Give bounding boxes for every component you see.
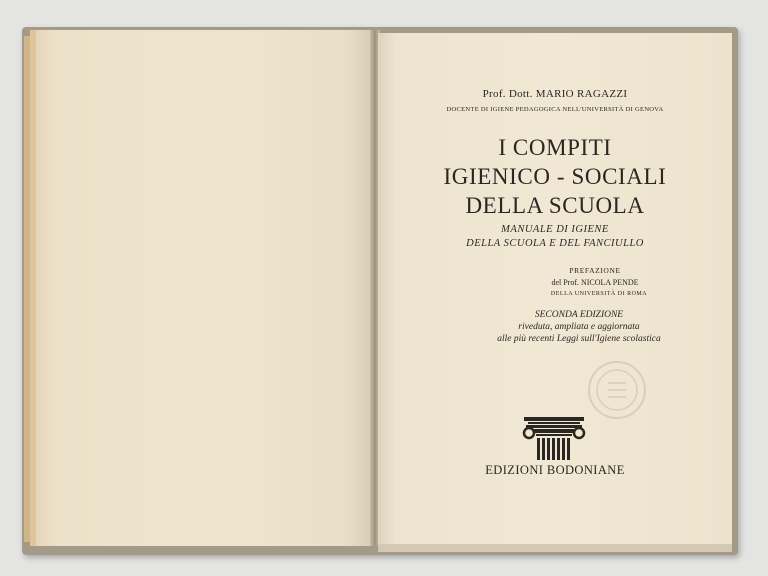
book-subtitle bbox=[378, 223, 732, 251]
author-position: DOCENTE DI IGIENE PEDAGOGICA NELL'UNIVERSITÀ DI GENOVA bbox=[446, 106, 664, 113]
subtitle-line: MANUALE DI IGIENE bbox=[501, 224, 609, 235]
preface-university: DELLA UNIVERSITÀ DI ROMA bbox=[550, 291, 648, 297]
preface-author: del Prof. NICOLA PENDE bbox=[551, 278, 639, 287]
publisher-name: EDIZIONI BODONIANE bbox=[485, 463, 625, 477]
left-page bbox=[30, 30, 374, 546]
preface-label: PREFAZIONE bbox=[569, 266, 621, 275]
title-line: IGIENICO - SOCIALI bbox=[443, 164, 667, 189]
edition-line: alle più recenti Leggi sull'Igiene scolastica bbox=[497, 334, 661, 344]
title-page bbox=[378, 33, 732, 546]
subtitle-line: DELLA SCUOLA E DEL FANCIULLO bbox=[466, 238, 644, 249]
book-title bbox=[378, 133, 732, 220]
title-line: DELLA SCUOLA bbox=[465, 193, 645, 218]
library-stamp-icon bbox=[586, 359, 648, 421]
author-name: Prof. Dott. MARIO RAGAZZI bbox=[482, 88, 628, 100]
edition-line: SECONDA EDIZIONE bbox=[534, 310, 624, 320]
title-line: I COMPITI bbox=[498, 135, 612, 160]
edition-line: riveduta, ampliata e aggiornata bbox=[518, 322, 640, 332]
page-stack-edge bbox=[378, 544, 732, 552]
edition-info bbox=[402, 309, 756, 345]
ionic-column-capital-icon bbox=[520, 415, 588, 461]
